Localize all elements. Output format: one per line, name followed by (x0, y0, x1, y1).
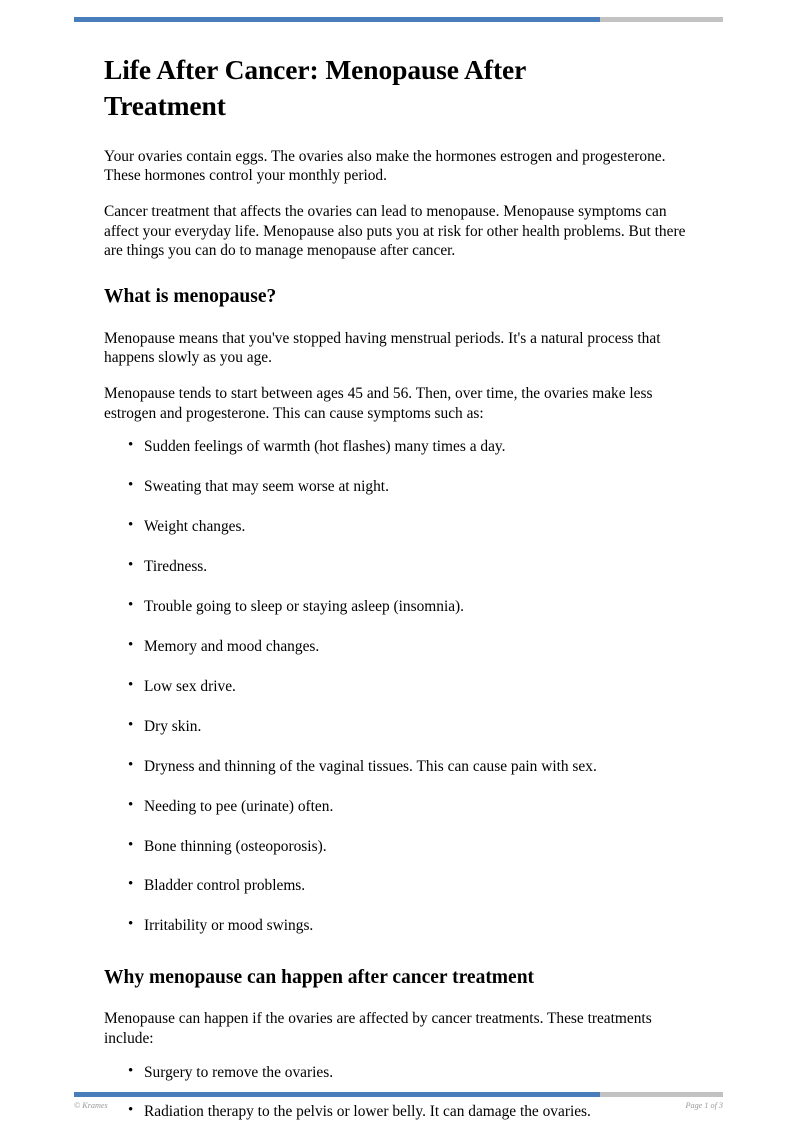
list-item: • Bladder control problems. (104, 876, 700, 895)
footer-rule-gray-segment (600, 1092, 723, 1097)
list-item: • Dryness and thinning of the vaginal tissues. This can cause pain with sex. (104, 757, 700, 776)
list-item: • Sudden feelings of warmth (hot flashes) many times a day. (104, 437, 700, 456)
section-heading-why-menopause-after-treatment: Why menopause can happen after cancer treatment (104, 966, 535, 988)
list-item: • Needing to pee (urinate) often. (104, 797, 700, 816)
section-1-paragraph-2: Menopause tends to start between ages 45 and 56. Then, over time, the ovaries make less estrogen and progesterone. This can cause symptoms such as: (104, 385, 653, 422)
symptoms-list (104, 437, 700, 935)
header-rule (74, 17, 723, 22)
list-item: • Sweating that may seem worse at night. (104, 477, 700, 496)
section-2-paragraph-1: Menopause can happen if the ovaries are affected by cancer treatments. These treatments include: (104, 1010, 652, 1047)
footer-rule (74, 1092, 723, 1097)
page-title: Life After Cancer: Menopause After Treatment (104, 54, 526, 122)
list-item: • Tiredness. (104, 557, 700, 576)
footer-page-number: Page 1 of 3 (685, 1101, 723, 1110)
header-rule-gray-segment (600, 17, 723, 22)
list-item: • Irritability or mood swings. (104, 916, 700, 935)
section-heading-what-is-menopause: What is menopause? (104, 286, 277, 308)
list-item: • Radiation therapy to the pelvis or lower belly. It can damage the ovaries. (104, 1102, 700, 1121)
footer-copyright: © Krames (74, 1101, 108, 1110)
list-item: • Dry skin. (104, 717, 700, 736)
header-rule-blue-segment (74, 17, 600, 22)
intro-paragraph-1: Your ovaries contain eggs. The ovaries also make the hormones estrogen and progesterone. These hormones control your monthly period. (104, 147, 666, 185)
list-item: • Weight changes. (104, 517, 700, 536)
footer-rule-blue-segment (74, 1092, 600, 1097)
list-item: • Low sex drive. (104, 677, 700, 696)
list-item: • Surgery to remove the ovaries. (104, 1063, 700, 1082)
intro-paragraph-2: Cancer treatment that affects the ovaries can lead to menopause. Menopause symptoms can affect your everyday life. Menopause also puts you at risk for other health problems. But there are things you can do to manage menopause after cancer. (104, 203, 686, 260)
list-item: • Bone thinning (osteoporosis). (104, 837, 700, 856)
list-item: • Trouble going to sleep or staying asleep (insomnia). (104, 597, 700, 616)
section-1-paragraph-1: Menopause means that you've stopped having menstrual periods. It's a natural process that happens slowly as you age. (104, 329, 661, 367)
list-item: • Memory and mood changes. (104, 637, 700, 656)
document-content (104, 52, 700, 1122)
